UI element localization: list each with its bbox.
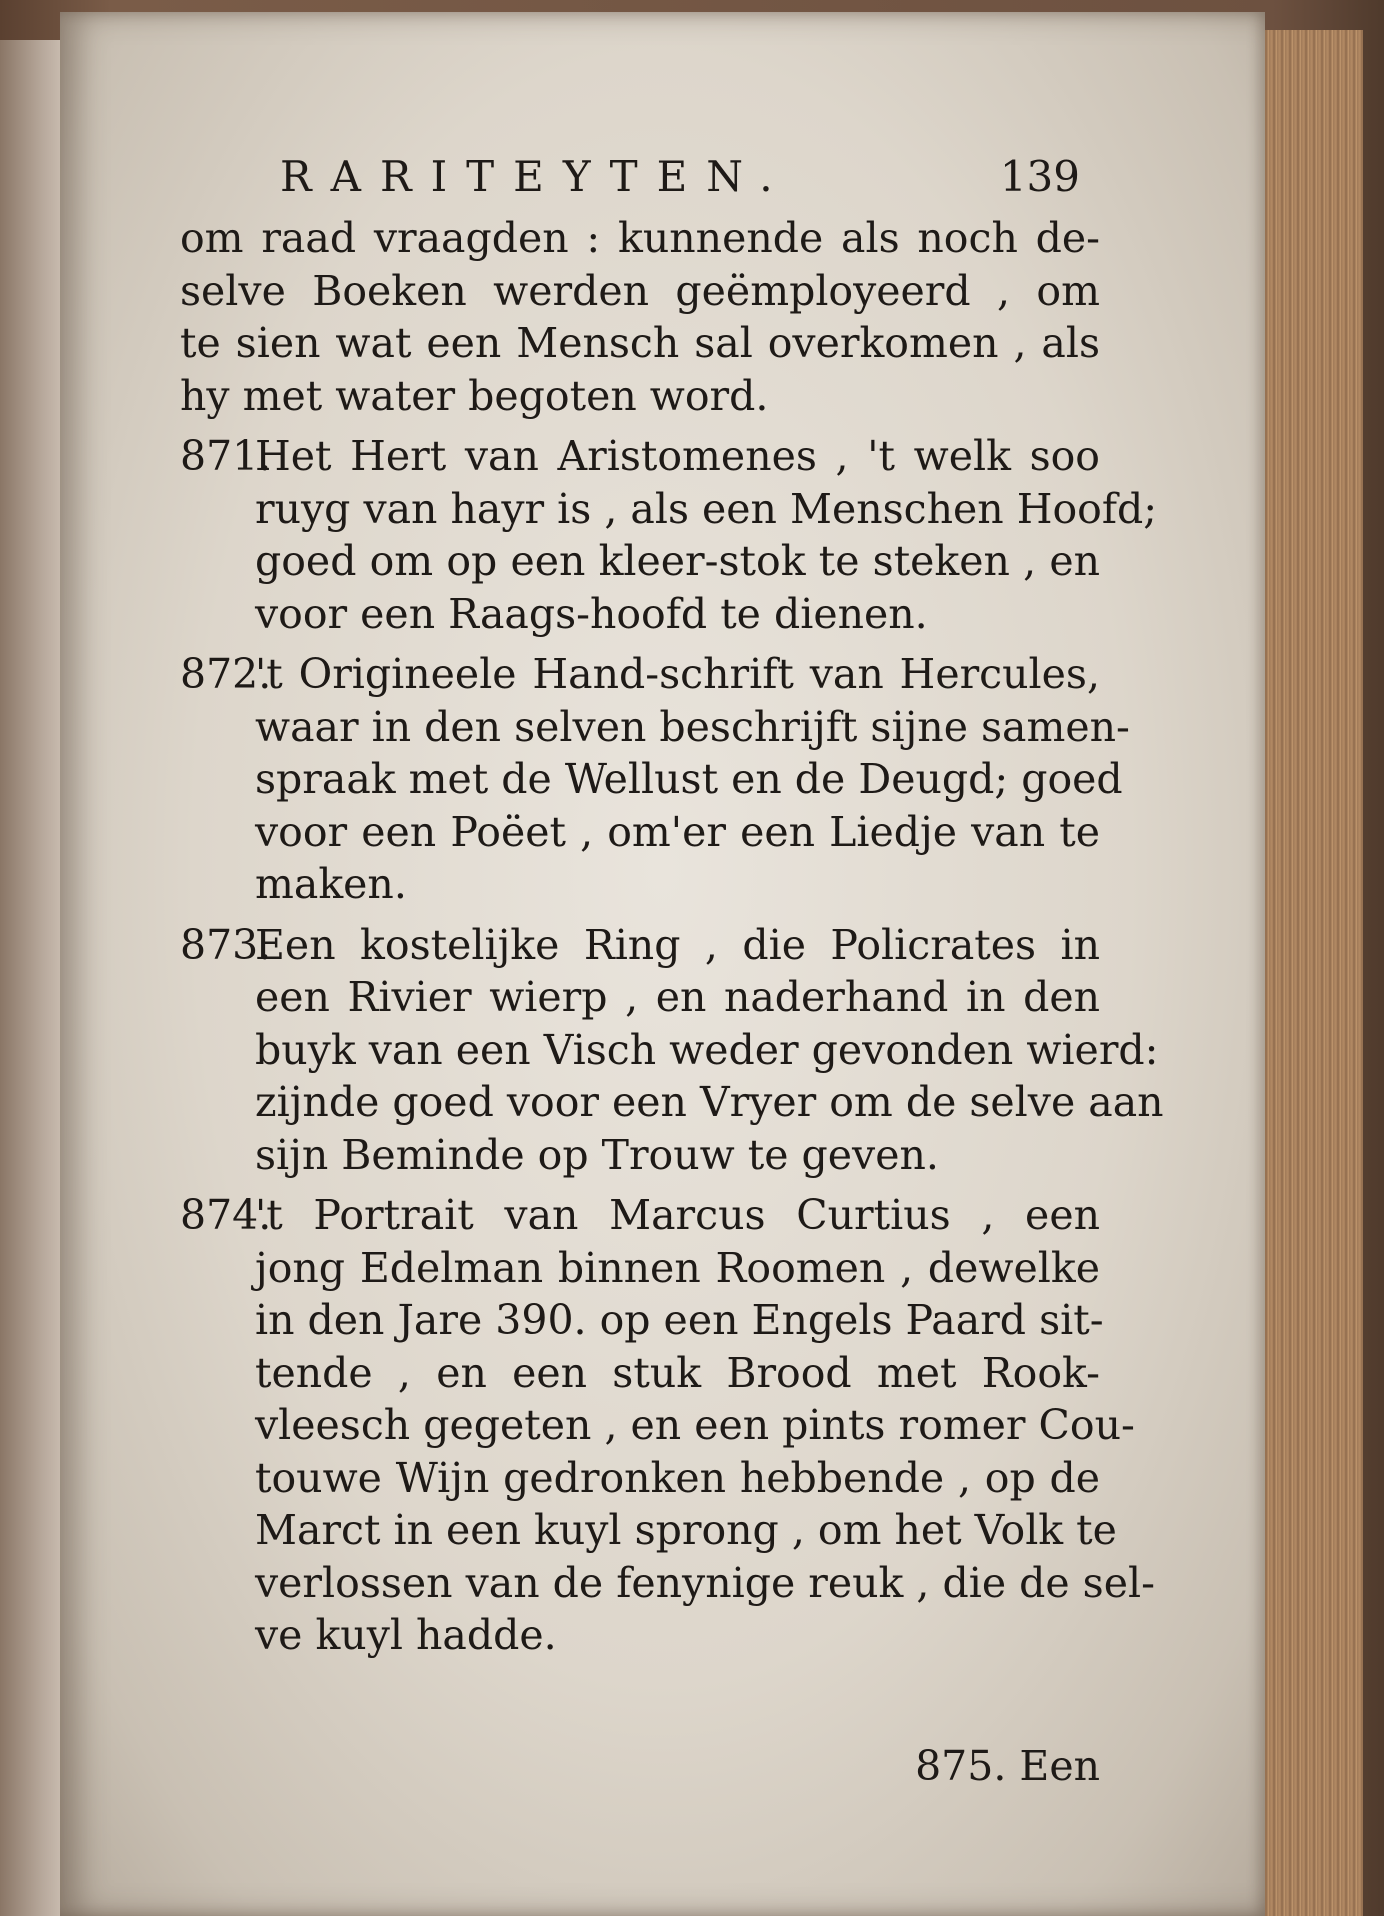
text-line: voor een Poëet , om'er een Liedje van te bbox=[255, 807, 1100, 856]
text-line: ve kuyl hadde. bbox=[255, 1611, 557, 1659]
text-line: waar in den selven beschrijft sijne samen- bbox=[255, 702, 1130, 751]
entry-number: 874. bbox=[180, 1191, 272, 1239]
text-line: maken. bbox=[255, 860, 407, 908]
continuation-paragraph bbox=[180, 212, 1100, 422]
text-line: jong Edelman binnen Roomen , dewelke bbox=[255, 1243, 1100, 1292]
entry-873 bbox=[180, 919, 1164, 1182]
text-line: te sien wat een Mensch sal overkomen , als bbox=[180, 319, 1100, 367]
text-line: zijnde goed voor een Vryer om de selve aan bbox=[255, 1078, 1164, 1126]
text-line: tende , en een stuk Brood met Rook- bbox=[255, 1348, 1100, 1397]
text-line: goed om op een kleer-stok te steken , en bbox=[255, 537, 1100, 585]
catchword: 875. Een bbox=[915, 1742, 1100, 1790]
text-line: vleesch gegeten , en een pints romer Cou- bbox=[255, 1401, 1135, 1449]
text-line: touwe Wijn gedronken hebbende , op de bbox=[255, 1453, 1100, 1502]
entry-872 bbox=[180, 648, 1130, 911]
text-line: spraak met de Wellust en de Deugd; goed bbox=[255, 755, 1123, 803]
text-line: 't Origineele Hand-schrift van Hercules, bbox=[255, 650, 1100, 698]
page-stack-edge bbox=[1250, 30, 1363, 1916]
text-line: hy met water begoten word. bbox=[180, 371, 769, 420]
entry-number: 871. bbox=[180, 432, 272, 480]
text-line: Een kostelijke Ring , die Policrates in bbox=[255, 920, 1100, 969]
text-line: in den Jare 390. op een Engels Paard sit- bbox=[255, 1296, 1104, 1344]
entry-874 bbox=[180, 1189, 1155, 1662]
text-line: ruyg van hayr is , als een Menschen Hoofd; bbox=[255, 484, 1158, 533]
entry-871 bbox=[180, 430, 1158, 640]
text-line: voor een Raags-hoofd te dienen. bbox=[255, 589, 928, 638]
text-line: buyk van een Visch weder gevonden wierd: bbox=[255, 1025, 1159, 1074]
entry-number: 872. bbox=[180, 650, 272, 698]
body-text bbox=[180, 212, 1164, 1662]
running-head bbox=[280, 152, 1080, 212]
book-page bbox=[60, 12, 1265, 1916]
text-line: selve Boeken werden geëmployeerd , om bbox=[180, 266, 1100, 315]
text-line: een Rivier wierp , en naderhand in den bbox=[255, 973, 1100, 1021]
text-line: om raad vraagden : kunnende als noch de- bbox=[180, 214, 1100, 262]
running-title: RARITEYTEN. bbox=[280, 152, 792, 201]
text-line: Marct in een kuyl sprong , om het Volk te bbox=[255, 1506, 1117, 1554]
text-line: Het Hert van Aristomenes , 't welk soo bbox=[255, 432, 1100, 480]
text-line: 't Portrait van Marcus Curtius , een bbox=[255, 1191, 1100, 1239]
text-line: verlossen van de fenynige reuk , die de sel- bbox=[255, 1558, 1155, 1607]
text-line: sijn Beminde op Trouw te geven. bbox=[255, 1130, 939, 1179]
page-number: 139 bbox=[999, 152, 1080, 201]
entry-number: 873. bbox=[180, 920, 272, 969]
